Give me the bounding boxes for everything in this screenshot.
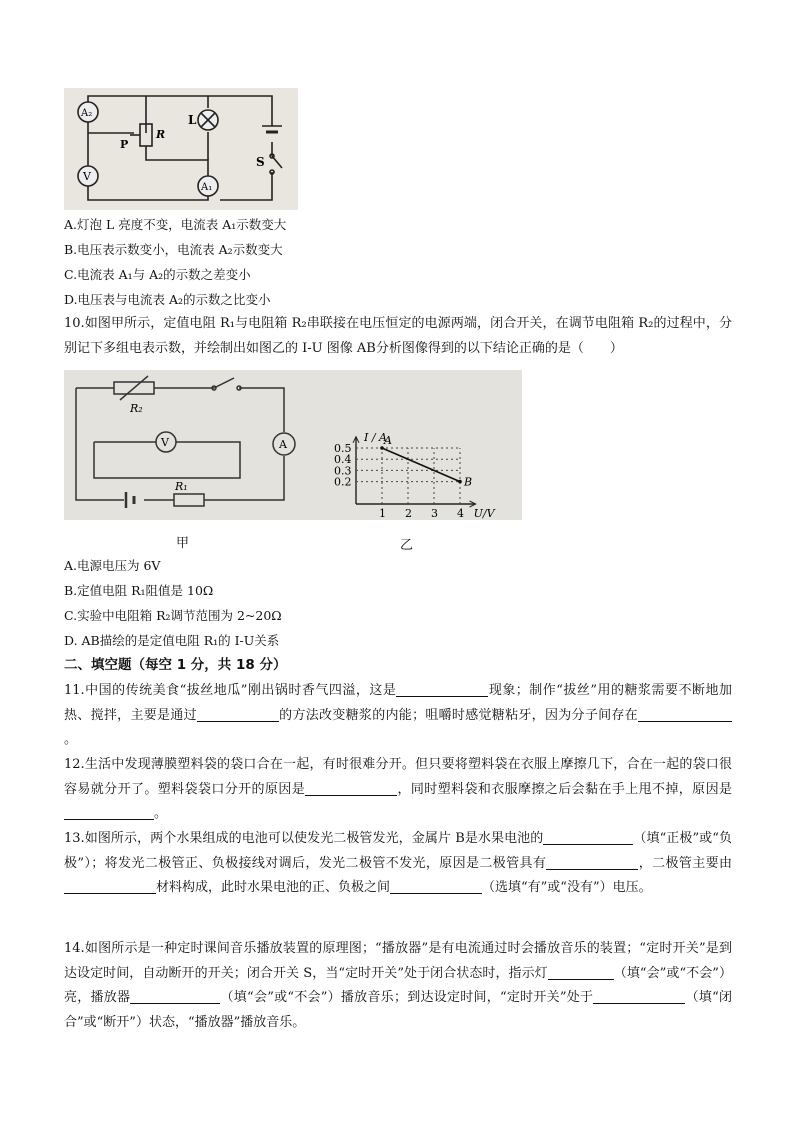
q9-circuit-svg [64, 88, 298, 210]
q11-part-2: 现象；制作“拔丝”用的糖浆需要不断地加热、搅拌，主要是通过 [64, 683, 733, 723]
q9-label-r: R [156, 128, 166, 141]
q12-text [64, 753, 732, 827]
q10-label-r1: R₁ [175, 480, 188, 493]
y-tick-label: 0.4 [334, 453, 352, 467]
q13-part-2: （填“正极”或“负极”）；将发光二极管正、负极接线对调后，发光二极管不发光，原因是二极管具有 [64, 831, 732, 871]
x-tick-label: 2 [405, 507, 412, 520]
q13-blank-2[interactable] [546, 855, 638, 870]
point-a-label: A [384, 434, 392, 447]
x-tick-label: 3 [431, 507, 438, 520]
q11-blank-3[interactable] [638, 707, 732, 722]
q11-part-1: 11.中国的传统美食“拔丝地瓜”刚出锅时香气四溢，这是 [64, 683, 397, 698]
q11-part-4: 。 [64, 732, 78, 747]
section-2-title: 二、填空题（每空 1 分，共 18 分） [64, 657, 287, 673]
point-b-label: B [464, 475, 473, 489]
q10-option-d: D. AB描绘的是定值电阻 R₁的 I-U关系 [64, 633, 280, 648]
q10-label-v: V [161, 436, 169, 449]
series-line-ab [382, 448, 460, 482]
q11-blank-2[interactable] [197, 707, 279, 722]
q14-blank-2[interactable] [130, 989, 220, 1004]
q12-blank-1[interactable] [305, 781, 397, 796]
y-tick-label: 0.3 [334, 464, 352, 478]
q10-option-c: C.实验中电阻箱 R₂调节范围为 2~20Ω [64, 608, 282, 623]
q13-blank-3[interactable] [64, 879, 156, 894]
x-tick-label: 4 [457, 507, 464, 520]
q13-part-3: ，二极管主要由 [638, 855, 732, 871]
q11-part-3: 的方法改变糖浆的内能；咀嚼时感觉糖粘牙，因为分子间存在 [278, 707, 638, 723]
q9-label-l: L [188, 113, 197, 127]
q10-option-b: B.定值电阻 R₁阻值是 10Ω [64, 583, 214, 598]
q10-stem: 10.如图甲所示，定值电阻 R₁与电阻箱 R₂串联接在电压恒定的电源两端，闭合开关，在调节电阻箱 R₂的过程中，分别记下多组电表示数，并绘制出如图乙的 I-U 图像 AB分析图像得到的以下结论正确的是（ ） [64, 316, 732, 356]
q9-option-c: C.电流表 A₁与 A₂的示数之差变小 [64, 267, 251, 282]
q13-blank-4[interactable] [390, 879, 482, 894]
x-axis-label: U/V [473, 507, 495, 520]
q11-text [64, 679, 732, 753]
q13-part-4: 材料构成，此时水果电池的正、负极之间 [156, 880, 391, 895]
q13-part-1: 13.如图所示，两个水果组成的电池可以使发光二极管发光，金属片 B是水果电池的 [64, 831, 544, 846]
q9-label-p: P [120, 138, 129, 151]
q14-part-4: （填“闭合”或“断开”）状态，“播放器”播放音乐。 [64, 990, 732, 1030]
q10-label-r2: R₂ [130, 402, 143, 415]
q14-part-3: （填“会”或“不会”）播放音乐；到达设定时间，“定时开关”处于 [220, 990, 594, 1005]
q9-option-a: A.灯泡 L 亮度不变，电流表 A₁示数变大 [64, 217, 287, 232]
q13-part-5: （选填“有”或“没有”）电压。 [482, 880, 652, 895]
q12-blank-2[interactable] [64, 805, 154, 820]
q13-text [64, 827, 732, 901]
y-axis-label: I / A [364, 430, 387, 444]
q10-caption-yi: 乙 [400, 538, 414, 553]
q14-text [64, 937, 732, 1035]
q13-blank-1[interactable] [543, 830, 633, 845]
q10-figure-svg [64, 370, 522, 520]
q14-part-1: 14.如图所示是一种定时课间音乐播放装置的原理图；“播放器”是有电流通过时会播放音乐的装置；“定时开关”是到达设定时间，自动断开的开关；闭合开关 S，当“定时开关”处于闭合状态时，指示灯 [64, 941, 732, 981]
q12-part-1: 12.生活中发现薄膜塑料袋的袋口合在一起，有时很难分开。但只要将塑料袋在衣服上摩擦几下，合在一起的袋口很容易就分开了。塑料袋袋口分开的原因是 [64, 757, 732, 797]
q9-circuit-figure [64, 88, 298, 210]
q10-caption-jia: 甲 [176, 536, 190, 551]
q11-blank-1[interactable] [396, 682, 488, 697]
x-tick-label: 1 [379, 507, 386, 520]
q14-part-2: （填“会”或“不会”）亮，播放器 [64, 965, 732, 1005]
q10-option-a: A.电源电压为 6V [64, 558, 161, 573]
q10-iu-chart [334, 431, 496, 520]
y-tick-label: 0.2 [334, 475, 352, 489]
q9-label-s: S [256, 155, 265, 169]
q12-part-2: ，同时塑料袋和衣服摩擦之后会黏在手上甩不掉，原因是 [397, 781, 732, 797]
q10-label-a: A [279, 438, 287, 451]
q12-part-3: 。 [154, 806, 168, 821]
q14-blank-1[interactable] [548, 965, 614, 980]
point-b [458, 480, 462, 484]
q9-label-a2: A₂ [81, 108, 93, 119]
q9-option-d: D.电压表与电流表 A₂的示数之比变小 [64, 292, 271, 307]
y-tick-label: 0.5 [334, 442, 352, 455]
q9-label-a1: A₁ [201, 182, 213, 193]
q9-label-v: V [83, 170, 91, 183]
q14-blank-3[interactable] [593, 989, 685, 1004]
q10-figure [64, 370, 522, 520]
q9-option-b: B.电压表示数变小，电流表 A₂示数变大 [64, 242, 283, 257]
